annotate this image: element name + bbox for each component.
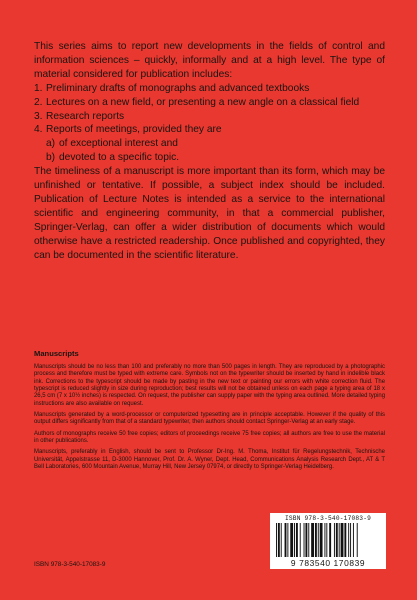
sub-list-letter: a) bbox=[46, 138, 56, 150]
barcode-bar bbox=[336, 523, 338, 557]
barcode-bar bbox=[287, 523, 288, 557]
sub-list-item bbox=[46, 151, 385, 165]
barcode-icon bbox=[274, 523, 382, 557]
list-text: Preliminary drafts of monographs and advanced textbooks bbox=[46, 82, 310, 94]
barcode-bar bbox=[353, 523, 354, 557]
list-number: 3. bbox=[34, 110, 43, 122]
list-item bbox=[34, 96, 385, 110]
barcode-isbn-text: ISBN 978-3-540-17083-9 bbox=[284, 515, 372, 522]
list-item bbox=[34, 82, 385, 96]
manuscripts-paragraph: Manuscripts, preferably in English, should be sent to Professor Dr-Ing. M. Thoma, Institut für Regelungstechnik, Technische Universität, Appelstrasse 11, D-3000 Hannover, Prof. Dr. A. Wyner, Dept. Head, Communications Analysis Research Dept., AT & T Bell Laboratories, 600 Mountain Avenue, Murray Hill, New Jersey 07974, or directly to Springer-Verlag Heidelberg. bbox=[34, 449, 385, 471]
sub-list bbox=[34, 137, 385, 165]
manuscripts-paragraph: Authors of monographs receive 50 free copies; editors of proceedings receive 75 free copies; all authors are free to use the material in other publications. bbox=[34, 430, 385, 445]
sub-list-letter: b) bbox=[46, 152, 56, 164]
sub-list-item bbox=[46, 137, 385, 151]
sub-list-text: of exceptional interest and bbox=[59, 138, 178, 150]
list-text: Reports of meetings, provided they are bbox=[46, 124, 222, 136]
manuscripts-paragraph: Manuscripts should be no less than 100 and preferably no more than 500 pages in length. They are reproduced by a photographic process and therefore must be typed with extreme care. Symbols not on the typewriter should be inserted by hand in indelible black ink. Corrections to the typescript should be made by pasting in the new text or painting our errors with white correction fluid. The typescript is reduced slightly in size during reproduction; best results will not be obtained unless on each page a typing area of 18 x 26,5 cm (7 x 10½ inches) is respected. On request, the publisher can supply paper with the typing area outlined. More detailed typing instructions are also available on request. bbox=[34, 364, 385, 407]
barcode-bar bbox=[304, 523, 305, 557]
barcode-bar bbox=[348, 523, 349, 557]
barcode-bar bbox=[305, 523, 307, 557]
list-text: Research reports bbox=[46, 110, 125, 122]
material-list bbox=[34, 82, 385, 138]
barcode-bar bbox=[357, 523, 358, 557]
barcode-bar bbox=[294, 523, 295, 557]
barcode-label bbox=[270, 513, 386, 569]
barcode-bar bbox=[326, 523, 327, 557]
barcode-bar bbox=[300, 523, 301, 557]
barcode-bar bbox=[276, 523, 277, 557]
list-number: 1. bbox=[34, 82, 43, 94]
barcode-bar bbox=[344, 523, 346, 557]
manuscripts-section bbox=[34, 349, 385, 475]
intro-paragraph: This series aims to report new developments in the fields of control and information sciences – quickly, informally and at a high level. The type of material considered for publication includes: bbox=[34, 41, 385, 80]
list-text: Lectures on a new field, or presenting a new angle on a classical field bbox=[46, 96, 360, 108]
barcode-bar bbox=[324, 523, 325, 557]
manuscripts-heading: Manuscripts bbox=[34, 349, 79, 358]
barcode-bar bbox=[341, 523, 344, 557]
barcode-bar bbox=[285, 523, 287, 557]
barcode-bar bbox=[339, 523, 340, 557]
barcode-bar bbox=[318, 523, 319, 557]
barcode-bar bbox=[350, 523, 351, 557]
list-item bbox=[34, 110, 385, 124]
barcode-bar bbox=[329, 523, 331, 557]
barcode-bar bbox=[290, 523, 293, 557]
isbn-footer: ISBN 978-3-540-17083-9 bbox=[34, 561, 106, 568]
barcode-bar bbox=[278, 523, 280, 557]
sub-list-text: devoted to a specific topic. bbox=[59, 152, 180, 164]
list-number: 4. bbox=[34, 124, 43, 136]
barcode-bar bbox=[308, 523, 309, 557]
barcode-bar bbox=[320, 523, 323, 557]
barcode-bar bbox=[311, 523, 314, 557]
list-number: 2. bbox=[34, 96, 43, 108]
closing-paragraph: The timeliness of a manuscript is more important than its form, which may be unfinished or tentative. If possible, a subject index should be included. Publication of Lecture Notes is intended as a service to the international scientific and engineering community, in that a commercial publisher, Springer-Verlag, can offer a wider distribution of documents which would otherwise have a restricted readership. Once published and copyrighted, they can be documented in the scientific literature. bbox=[34, 166, 385, 261]
intro-block bbox=[34, 40, 385, 263]
barcode-bar bbox=[296, 523, 298, 557]
barcode-bar bbox=[281, 523, 282, 557]
manuscripts-paragraph: Manuscripts generated by a word-processor or computerized typesetting are in principle acceptable. However if the quality of this output differs significantly from that of a standard typewriter, then authors should contact Springer-Verlag at an early stage. bbox=[34, 412, 385, 426]
list-item bbox=[34, 123, 385, 137]
barcode-digits: 9 783540 170839 bbox=[290, 558, 366, 568]
barcode-bar bbox=[315, 523, 317, 557]
barcode-bar bbox=[334, 523, 335, 557]
